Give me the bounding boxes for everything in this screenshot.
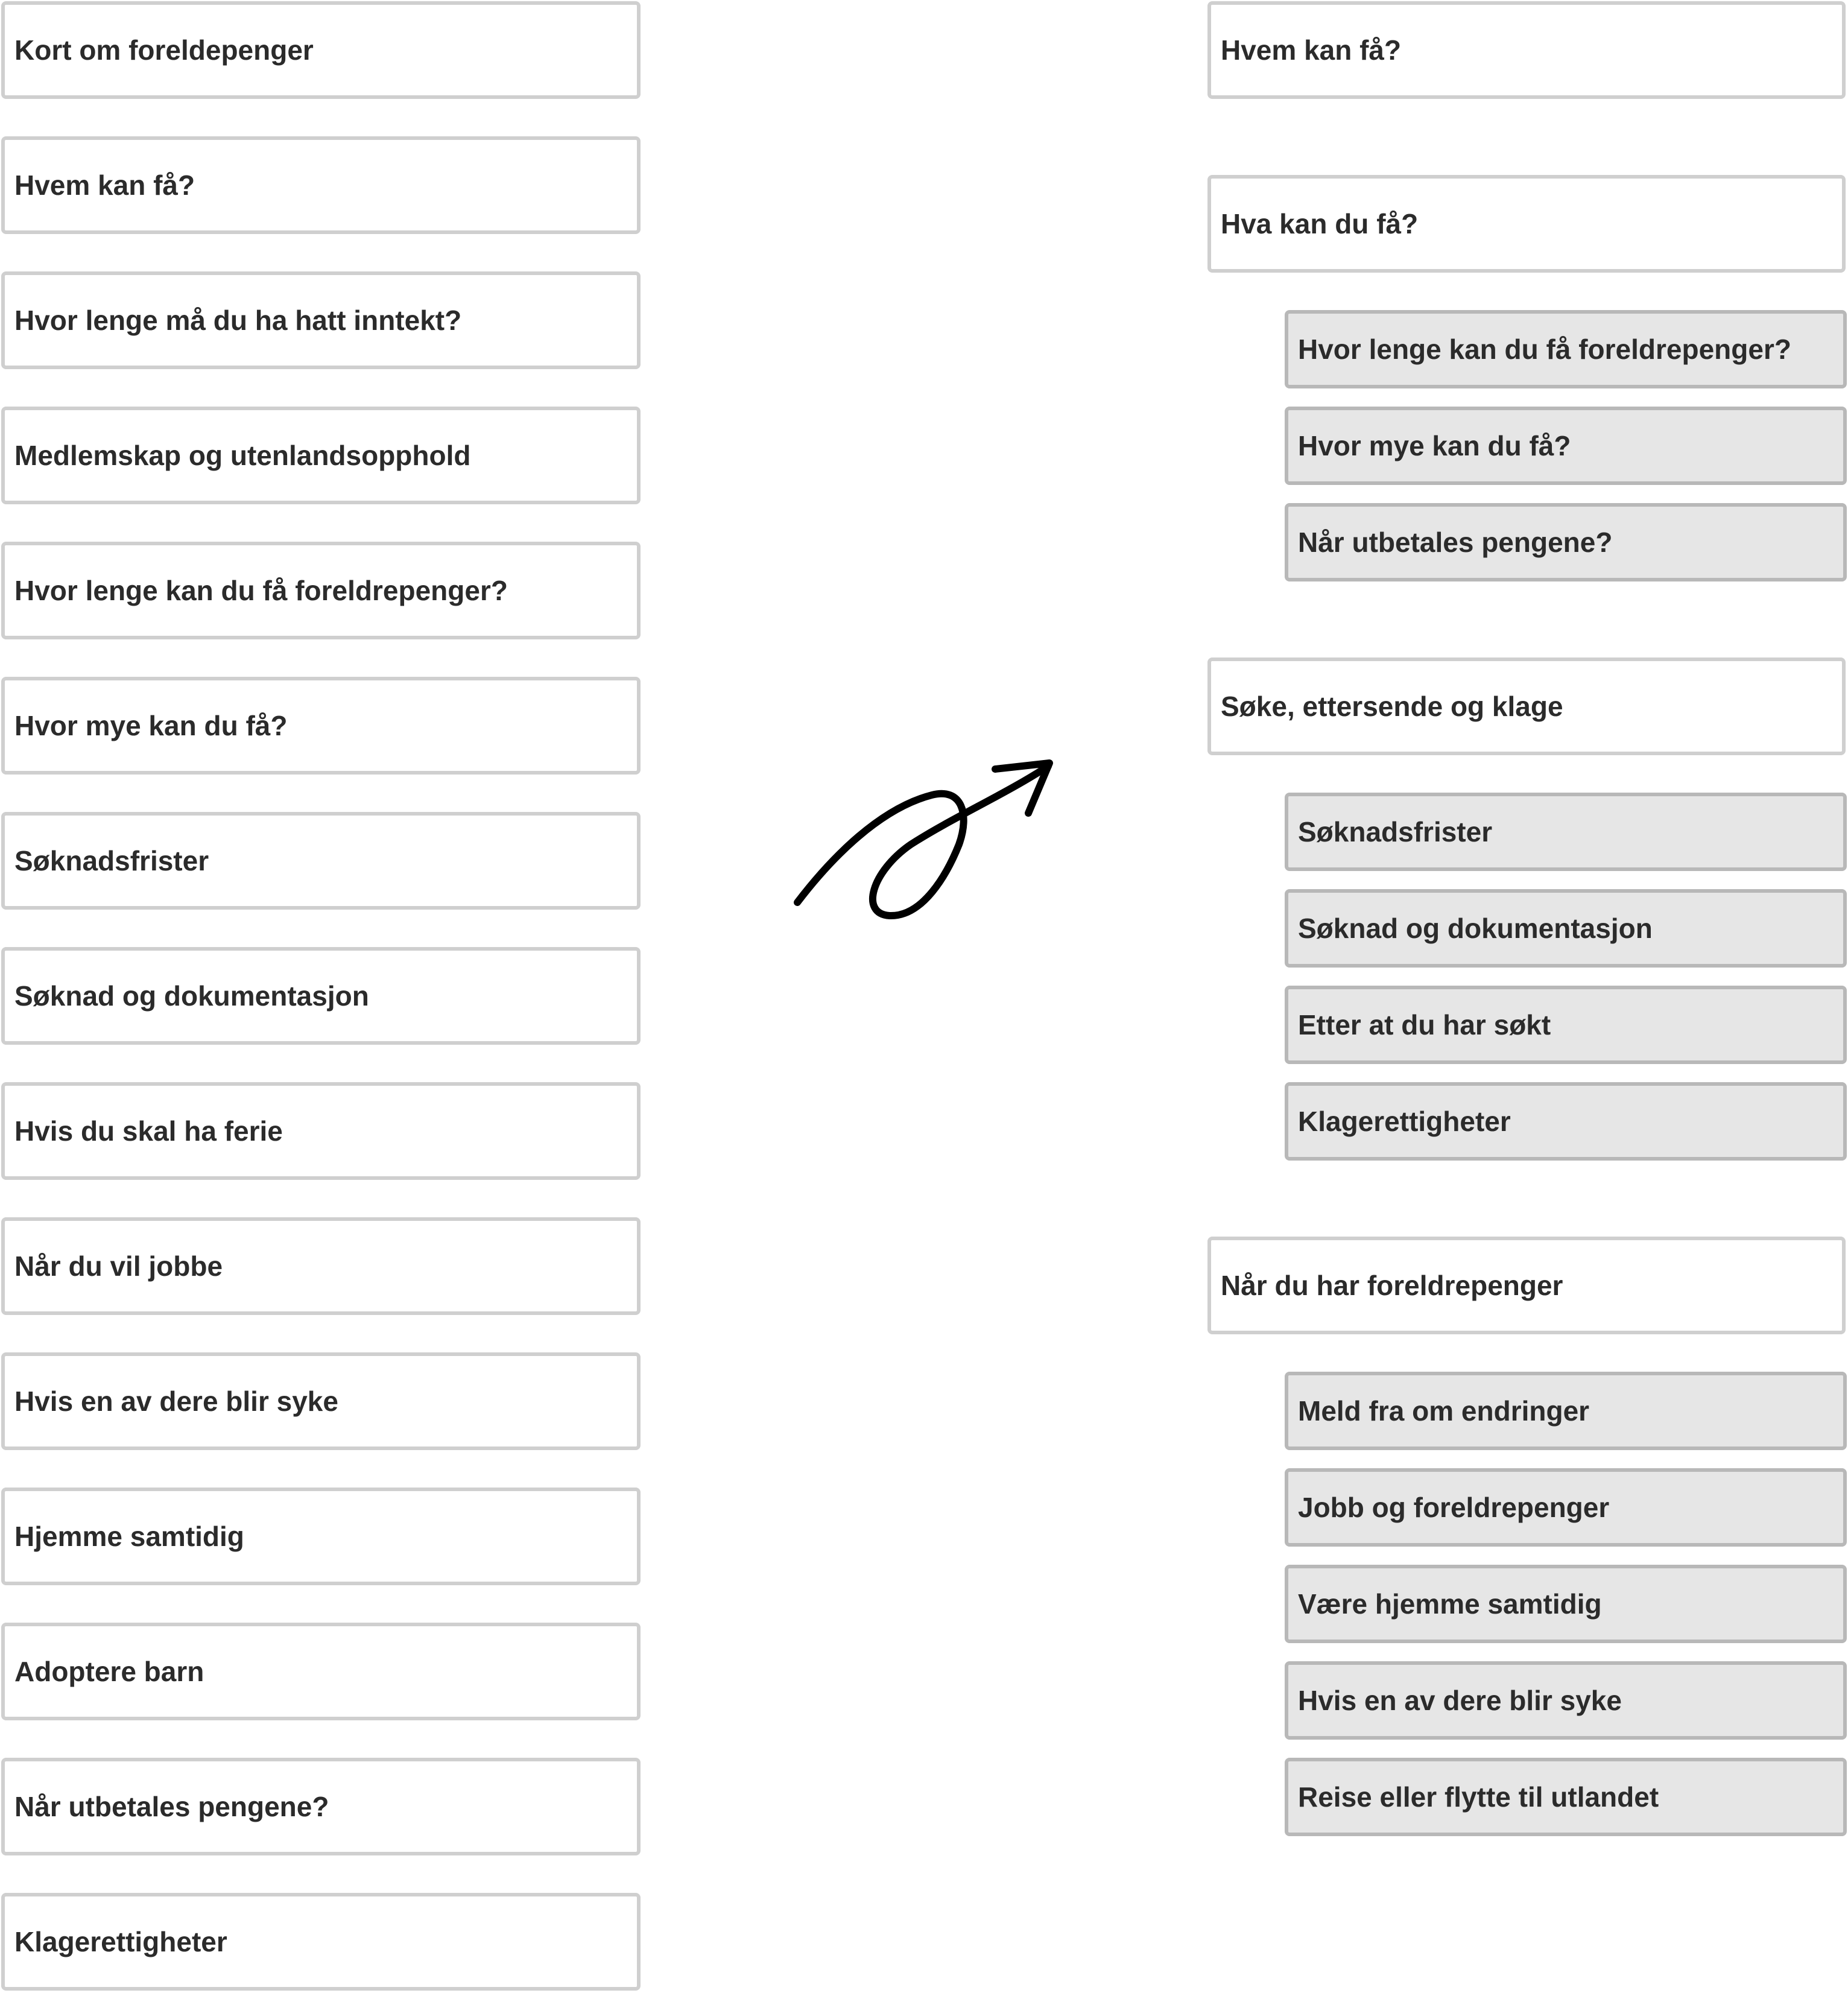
left-item-utbetales — [1, 1758, 641, 1855]
left-item-kort-om-foreldepenger — [1, 1, 641, 99]
left-item-label: Hvis du skal ha ferie — [14, 1115, 283, 1147]
child-jobb-og-foreldrepenger — [1285, 1468, 1847, 1547]
left-item-label: Hjemme samtidig — [14, 1521, 244, 1552]
left-item-label: Adoptere barn — [14, 1656, 204, 1687]
left-item-medlemskap — [1, 407, 641, 504]
left-item-label: Søknad og dokumentasjon — [14, 980, 369, 1012]
left-item-syke — [1, 1352, 641, 1450]
left-item-label: Hvor lenge må du ha hatt inntekt? — [14, 305, 462, 336]
left-item-label: Kort om foreldepenger — [14, 34, 314, 66]
arrow-shaft — [797, 766, 1048, 916]
left-item-klagerettigheter — [1, 1893, 641, 1991]
section-soke-ettersende-klage — [1207, 657, 1846, 755]
child-klagerettigheter — [1285, 1082, 1847, 1161]
child-label: Søknad og dokumentasjon — [1298, 913, 1653, 944]
left-item-soknadsfrister — [1, 812, 641, 910]
section-hva-kan-du-fa — [1207, 175, 1846, 273]
left-item-adoptere — [1, 1623, 641, 1720]
left-item-label: Klagerettigheter — [14, 1926, 227, 1957]
section-hvem-kan-fa — [1207, 1, 1846, 99]
child-meld-fra-om-endringer — [1285, 1372, 1847, 1450]
section-nar-du-har-foreldrepenger — [1207, 1237, 1846, 1334]
left-item-hvor-lenge-inntekt — [1, 271, 641, 369]
section-label: Hva kan du få? — [1221, 208, 1419, 239]
left-item-label: Hvor mye kan du få? — [14, 710, 288, 741]
child-label: Søknadsfrister — [1298, 816, 1493, 848]
left-item-hvor-lenge-foreldrepenger — [1, 542, 641, 639]
child-soknadsfrister — [1285, 793, 1847, 871]
left-item-label: Hvem kan få? — [14, 170, 195, 201]
child-reise-eller-flytte — [1285, 1758, 1847, 1836]
child-label: Når utbetales pengene? — [1298, 527, 1613, 558]
child-etter-at-du-har-sokt — [1285, 986, 1847, 1064]
child-label: Hvor lenge kan du få foreldrepenger? — [1298, 334, 1791, 365]
child-label: Meld fra om endringer — [1298, 1395, 1590, 1427]
child-vaere-hjemme-samtidig — [1285, 1565, 1847, 1643]
left-item-label: Når du vil jobbe — [14, 1250, 223, 1282]
child-label: Reise eller flytte til utlandet — [1298, 1781, 1659, 1813]
left-item-label: Hvor lenge kan du få foreldrepenger? — [14, 575, 508, 606]
child-label: Være hjemme samtidig — [1298, 1588, 1602, 1620]
left-item-hvor-mye — [1, 677, 641, 775]
left-item-hjemme-samtidig — [1, 1488, 641, 1585]
left-item-jobbe — [1, 1217, 641, 1315]
left-item-label: Søknadsfrister — [14, 845, 209, 876]
child-hvis-en-blir-syke — [1285, 1661, 1847, 1740]
left-item-label: Hvis en av dere blir syke — [14, 1386, 338, 1417]
section-label: Søke, ettersende og klage — [1221, 691, 1563, 722]
child-hvor-mye — [1285, 407, 1847, 485]
child-label: Klagerettigheter — [1298, 1106, 1511, 1137]
left-item-hvem-kan-fa — [1, 136, 641, 234]
section-label: Hvem kan få? — [1221, 34, 1402, 66]
child-label: Hvor mye kan du få? — [1298, 430, 1571, 461]
left-item-label: Når utbetales pengene? — [14, 1791, 329, 1822]
child-label: Jobb og foreldrepenger — [1298, 1492, 1610, 1523]
section-label: Når du har foreldrepenger — [1221, 1270, 1563, 1301]
hand-drawn-arrow-icon — [784, 748, 1068, 929]
left-item-label: Medlemskap og utenlandsopphold — [14, 440, 471, 471]
child-label: Hvis en av dere blir syke — [1298, 1685, 1622, 1716]
left-item-ferie — [1, 1082, 641, 1180]
left-item-soknad-dokumentasjon — [1, 947, 641, 1045]
child-label: Etter at du har søkt — [1298, 1009, 1551, 1041]
child-hvor-lenge-foreldrepenger — [1285, 310, 1847, 388]
child-utbetales — [1285, 503, 1847, 581]
child-soknad-dokumentasjon — [1285, 889, 1847, 968]
